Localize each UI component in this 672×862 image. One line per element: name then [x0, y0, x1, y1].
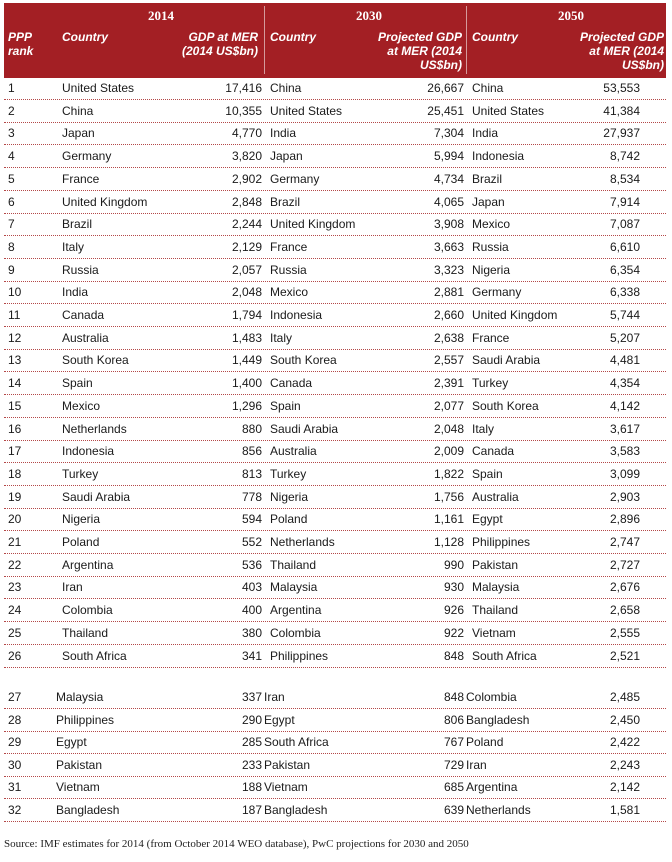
gdp-2014-cell: 856	[241, 444, 262, 459]
gdp-2014-cell: 290	[241, 712, 262, 727]
gdp-2030-cell: 5,994	[433, 149, 464, 164]
table-row	[4, 281, 666, 304]
country-2050-cell: Malaysia	[472, 580, 520, 595]
table-row	[4, 191, 666, 214]
country-2050-cell: Germany	[472, 285, 522, 300]
country-2050-cell: Poland	[466, 735, 504, 750]
gdp-2014-cell: 552	[241, 535, 262, 549]
gdp-2014-cell: 187	[241, 803, 262, 817]
country-2014-cell: Nigeria	[62, 512, 101, 527]
gdp-2030-cell: 26,667	[427, 81, 464, 95]
col-country-2050-header: Country	[472, 30, 518, 44]
country-2050-cell: Colombia	[466, 690, 517, 704]
gdp-2030-cell: 7,304	[433, 126, 464, 141]
table-row	[4, 531, 666, 554]
col-gdp-2030-header: Projected GDP at MER (2014 US$bn)	[377, 30, 462, 72]
country-2030-cell: Pakistan	[264, 757, 311, 772]
gdp-2014-cell: 188	[241, 780, 262, 795]
country-2030-cell: Brazil	[270, 194, 301, 209]
country-2030-cell: Mexico	[270, 285, 309, 300]
country-2014-cell: Bangladesh	[56, 803, 120, 817]
country-2030-cell: Colombia	[270, 625, 321, 640]
table-row	[4, 145, 666, 168]
gdp-2030-cell: 639	[443, 803, 464, 817]
gdp-2030-cell: 2,881	[433, 285, 464, 300]
country-2030-cell: Egypt	[264, 712, 295, 727]
rank-cell: 27	[8, 690, 22, 704]
country-2030-cell: Australia	[270, 444, 317, 459]
country-2030-cell: Spain	[270, 398, 301, 413]
gdp-2014-cell: 1,794	[231, 308, 262, 322]
gdp-2050-cell: 2,521	[609, 648, 640, 663]
gdp-2030-cell: 25,451	[427, 103, 464, 118]
country-2030-cell: Canada	[270, 376, 313, 391]
country-2050-cell: India	[472, 126, 499, 141]
rank-cell: 14	[8, 376, 22, 391]
gdp-2014-cell: 4,770	[231, 126, 262, 141]
gdp-2014-cell: 1,483	[231, 330, 262, 345]
year-2030-heading: 2030	[356, 8, 382, 23]
gdp-2030-cell: 806	[443, 712, 464, 727]
country-2014-cell: China	[62, 103, 94, 118]
country-2014-cell: Argentina	[62, 557, 114, 572]
rank-cell: 24	[8, 603, 22, 618]
rank-cell: 2	[8, 103, 15, 118]
table-row	[4, 731, 666, 754]
gdp-2014-cell: 337	[241, 690, 262, 704]
rank-cell: 28	[8, 712, 22, 727]
gdp-2014-cell: 813	[241, 466, 262, 481]
country-2030-cell: Malaysia	[270, 580, 318, 595]
country-2030-cell: Nigeria	[270, 489, 309, 504]
country-2050-cell: South Korea	[472, 398, 539, 413]
country-2030-cell: South Korea	[270, 353, 337, 368]
gdp-2050-cell: 27,937	[603, 126, 640, 141]
table-row	[4, 304, 666, 327]
rank-cell: 6	[8, 194, 15, 209]
gdp-2030-cell: 1,161	[433, 512, 464, 527]
country-2014-cell: Poland	[62, 535, 100, 549]
gdp-2014-cell: 2,902	[231, 171, 262, 186]
country-2050-cell: Russia	[472, 239, 509, 254]
gdp-2050-cell: 2,450	[609, 712, 640, 727]
country-2050-cell: France	[472, 330, 510, 345]
country-2014-cell: South Africa	[62, 648, 127, 663]
rank-cell: 21	[8, 535, 22, 549]
gdp-2050-cell: 2,243	[609, 757, 640, 772]
country-2050-cell: Spain	[472, 466, 503, 481]
gdp-2014-cell: 2,244	[231, 217, 262, 232]
gdp-2014-cell: 2,057	[231, 262, 262, 277]
gdp-2050-cell: 2,555	[609, 625, 640, 640]
gdp-2014-cell: 10,355	[225, 103, 262, 118]
gdp-2050-cell: 2,747	[609, 535, 640, 549]
table-row	[4, 645, 666, 668]
country-2030-cell: United States	[270, 103, 343, 118]
rank-cell: 18	[8, 466, 22, 481]
country-2050-cell: Bangladesh	[466, 712, 530, 727]
gdp-2030-cell: 3,323	[433, 262, 464, 277]
country-2014-cell: India	[62, 285, 89, 300]
country-2050-cell: Saudi Arabia	[472, 353, 541, 368]
country-2030-cell: United Kingdom	[270, 217, 356, 232]
table-row	[4, 168, 666, 191]
gdp-2050-cell: 41,384	[603, 103, 640, 118]
gdp-2050-cell: 8,534	[609, 171, 640, 186]
gdp-2030-cell: 990	[443, 557, 464, 572]
country-2014-cell: Vietnam	[56, 780, 100, 795]
country-2030-cell: Japan	[270, 149, 303, 164]
gdp-2030-cell: 848	[443, 690, 464, 704]
gdp-2030-cell: 4,065	[433, 194, 464, 209]
gdp-2014-cell: 233	[241, 757, 262, 772]
rank-cell: 11	[8, 308, 21, 322]
country-2030-cell: Vietnam	[264, 780, 308, 795]
gdp-2050-cell: 2,422	[609, 735, 640, 750]
table-row	[4, 576, 666, 599]
gdp-2030-cell: 2,391	[433, 376, 464, 391]
gdp-2014-cell: 2,048	[231, 285, 262, 300]
gdp-2050-cell: 2,676	[609, 580, 640, 595]
gdp-2050-cell: 3,617	[609, 421, 640, 436]
rank-cell: 3	[8, 126, 15, 141]
gdp-2050-cell: 2,727	[609, 557, 640, 572]
gdp-2050-cell: 3,583	[609, 444, 640, 459]
gdp-2050-cell: 4,354	[609, 376, 640, 391]
gdp-2014-cell: 2,129	[231, 239, 262, 254]
gdp-2030-cell: 4,734	[433, 171, 464, 186]
table-row	[4, 463, 666, 486]
country-2014-cell: United Kingdom	[62, 194, 148, 209]
country-2014-cell: Pakistan	[56, 757, 103, 772]
country-2050-cell: Nigeria	[472, 262, 511, 277]
gdp-2030-cell: 3,908	[433, 217, 464, 232]
col-gdp-2014-header: GDP at MER (2014 US$bn)	[181, 30, 258, 58]
year-2014-heading: 2014	[148, 8, 174, 23]
table-row	[4, 327, 666, 350]
country-2030-cell: Netherlands	[270, 535, 335, 549]
year-2050-heading: 2050	[558, 8, 584, 23]
gdp-2030-cell: 2,048	[433, 421, 464, 436]
country-2030-cell: Bangladesh	[264, 803, 328, 817]
rank-cell: 20	[8, 512, 22, 527]
country-2014-cell: Australia	[62, 330, 109, 345]
rank-cell: 32	[8, 803, 22, 817]
country-2050-cell: Australia	[472, 489, 519, 504]
country-2014-cell: Thailand	[62, 625, 109, 640]
gdp-2050-cell: 6,354	[609, 262, 640, 277]
gdp-2030-cell: 729	[443, 757, 464, 772]
gdp-2050-cell: 2,903	[609, 489, 640, 504]
gdp-2050-cell: 2,142	[609, 780, 640, 795]
country-2014-cell: Indonesia	[62, 444, 115, 459]
gdp-2030-cell: 1,128	[433, 535, 464, 549]
gdp-2050-cell: 4,481	[609, 353, 640, 368]
country-2014-cell: Philippines	[56, 712, 115, 727]
gdp-2030-cell: 2,660	[433, 308, 464, 322]
table-row	[4, 259, 666, 282]
rank-cell: 16	[8, 421, 22, 436]
country-2014-cell: United States	[62, 81, 135, 95]
rank-cell: 31	[8, 780, 22, 795]
country-2014-cell: Spain	[62, 376, 93, 391]
country-2030-cell: Germany	[270, 171, 320, 186]
gdp-2050-cell: 8,742	[609, 149, 640, 164]
country-2050-cell: Netherlands	[466, 803, 531, 817]
table-row	[4, 754, 666, 777]
gdp-2014-cell: 17,416	[225, 81, 262, 95]
rank-cell: 7	[8, 217, 15, 232]
table-row	[4, 395, 666, 418]
gdp-2050-cell: 2,485	[609, 690, 640, 704]
gdp-2050-cell: 5,207	[609, 330, 640, 345]
country-2050-cell: Indonesia	[472, 149, 525, 164]
country-2050-cell: Vietnam	[472, 625, 516, 640]
country-2030-cell: Saudi Arabia	[270, 421, 339, 436]
gdp-2014-cell: 1,400	[231, 376, 262, 391]
table-row	[4, 372, 666, 395]
rank-cell: 13	[8, 353, 22, 368]
gdp-2030-cell: 926	[443, 603, 464, 618]
gdp-2030-cell: 922	[443, 625, 464, 640]
gdp-2030-cell: 2,009	[433, 444, 464, 459]
country-2050-cell: Argentina	[466, 780, 518, 795]
country-2050-cell: Japan	[472, 194, 505, 209]
country-2050-cell: Thailand	[472, 603, 519, 618]
country-2030-cell: Iran	[264, 690, 285, 704]
gdp-2030-cell: 2,557	[433, 353, 464, 368]
gdp-2050-cell: 1,581	[609, 803, 640, 817]
gdp-2030-cell: 930	[443, 580, 464, 595]
rank-cell: 1	[8, 81, 15, 95]
gdp-2050-cell: 2,896	[609, 512, 640, 527]
table-row	[4, 709, 666, 732]
gdp-2014-cell: 1,449	[231, 353, 262, 368]
table-row	[4, 799, 666, 822]
gdp-2050-cell: 7,087	[609, 217, 640, 232]
gdp-2050-cell: 3,099	[609, 466, 640, 481]
country-2014-cell: Canada	[62, 308, 105, 322]
source-note: Source: IMF estimates for 2014 (from October 2014 WEO database), PwC projections for 2030 and 2050	[4, 838, 469, 850]
gdp-2014-cell: 2,848	[231, 194, 262, 209]
country-2030-cell: Argentina	[270, 603, 322, 618]
country-2030-cell: India	[270, 126, 297, 141]
country-2050-cell: Pakistan	[472, 557, 519, 572]
rank-cell: 25	[8, 625, 22, 640]
table-row	[4, 213, 666, 236]
gdp-2030-cell: 685	[443, 780, 464, 795]
rank-cell: 17	[8, 444, 22, 459]
country-2014-cell: Germany	[62, 149, 112, 164]
header-divider	[264, 6, 265, 74]
country-2014-cell: Mexico	[62, 398, 101, 413]
country-2030-cell: China	[270, 81, 302, 95]
gdp-2030-cell: 3,663	[433, 239, 464, 254]
country-2030-cell: Poland	[270, 512, 308, 527]
rank-cell: 22	[8, 557, 22, 572]
country-2014-cell: Saudi Arabia	[62, 489, 131, 504]
country-2014-cell: Iran	[62, 580, 83, 595]
country-2050-cell: Egypt	[472, 512, 503, 527]
header-divider	[466, 6, 467, 74]
country-2014-cell: Brazil	[62, 217, 93, 232]
country-2050-cell: Philippines	[472, 535, 531, 549]
country-2050-cell: China	[472, 81, 504, 95]
country-2030-cell: France	[270, 239, 308, 254]
country-2050-cell: United States	[472, 103, 545, 118]
gdp-2030-cell: 767	[443, 735, 464, 750]
gdp-2014-cell: 778	[241, 489, 262, 504]
gdp-2014-cell: 880	[241, 421, 262, 436]
table-row	[4, 236, 666, 259]
table-row	[4, 622, 666, 645]
table-row	[4, 776, 666, 799]
gdp-2014-cell: 380	[241, 625, 262, 640]
col-gdp-2050-header: Projected GDP at MER (2014 US$bn)	[579, 30, 664, 72]
gdp-2050-cell: 4,142	[609, 398, 640, 413]
country-2030-cell: South Africa	[264, 735, 329, 750]
country-2014-cell: Netherlands	[62, 421, 127, 436]
table-row	[4, 599, 666, 622]
table-row	[4, 100, 666, 123]
gdp-2014-cell: 594	[241, 512, 262, 527]
country-2030-cell: Thailand	[270, 557, 317, 572]
country-2014-cell: South Korea	[62, 353, 129, 368]
gdp-2030-cell: 2,638	[433, 330, 464, 345]
rank-cell: 10	[8, 285, 22, 300]
gdp-2014-cell: 3,820	[231, 149, 262, 164]
rank-cell: 5	[8, 171, 15, 186]
rank-cell: 12	[8, 330, 22, 345]
table-row	[4, 486, 666, 509]
country-2050-cell: Italy	[472, 421, 495, 436]
rank-cell: 15	[8, 398, 22, 413]
table-row	[4, 122, 666, 145]
gdp-2014-cell: 285	[241, 735, 262, 750]
gdp-2050-cell: 2,658	[609, 603, 640, 618]
table-row	[4, 554, 666, 577]
gdp-2050-cell: 6,338	[609, 285, 640, 300]
rank-cell: 29	[8, 735, 22, 750]
country-2030-cell: Turkey	[270, 466, 307, 481]
table-row	[4, 77, 666, 100]
country-2050-cell: United Kingdom	[472, 308, 558, 322]
col-rank-header: PPP rank	[8, 30, 34, 58]
country-2014-cell: Turkey	[62, 466, 99, 481]
gdp-2014-cell: 341	[241, 648, 262, 663]
rank-cell: 30	[8, 757, 22, 772]
gdp-2030-cell: 848	[443, 648, 464, 663]
col-country-2030-header: Country	[270, 30, 316, 44]
gdp-2050-cell: 6,610	[609, 239, 640, 254]
rank-cell: 19	[8, 489, 22, 504]
country-2050-cell: Canada	[472, 444, 515, 459]
country-2030-cell: Italy	[270, 330, 293, 345]
rank-cell: 26	[8, 648, 22, 663]
gdp-2050-cell: 5,744	[609, 308, 640, 322]
gdp-2014-cell: 400	[241, 603, 262, 618]
country-2014-cell: Egypt	[56, 735, 87, 750]
col-country-2014-header: Country	[62, 30, 108, 44]
gdp-2050-cell: 53,553	[603, 81, 640, 95]
country-2014-cell: Colombia	[62, 603, 113, 618]
gdp-2014-cell: 403	[241, 580, 262, 595]
country-2014-cell: France	[62, 171, 100, 186]
country-2030-cell: Philippines	[270, 648, 329, 663]
gdp-2014-cell: 1,296	[231, 398, 262, 413]
gdp-2030-cell: 2,077	[433, 398, 464, 413]
country-2050-cell: Brazil	[472, 171, 503, 186]
rank-cell: 9	[8, 262, 15, 277]
country-2014-cell: Malaysia	[56, 690, 104, 704]
country-2014-cell: Russia	[62, 262, 99, 277]
rank-cell: 8	[8, 239, 15, 254]
country-2014-cell: Japan	[62, 126, 95, 141]
gdp-2014-cell: 536	[241, 557, 262, 572]
country-2050-cell: Mexico	[472, 217, 511, 232]
table-row	[4, 418, 666, 441]
country-2050-cell: Turkey	[472, 376, 509, 391]
rank-cell: 23	[8, 580, 22, 595]
gdp-2030-cell: 1,756	[433, 489, 464, 504]
country-2050-cell: Iran	[466, 757, 487, 772]
gdp-2030-cell: 1,822	[433, 466, 464, 481]
table-row	[4, 349, 666, 372]
country-2014-cell: Italy	[62, 239, 85, 254]
table-row	[4, 686, 666, 709]
country-2030-cell: Russia	[270, 262, 307, 277]
table-row	[4, 508, 666, 531]
rank-cell: 4	[8, 149, 15, 164]
gdp-2050-cell: 7,914	[609, 194, 640, 209]
table-row	[4, 440, 666, 463]
country-2050-cell: South Africa	[472, 648, 537, 663]
country-2030-cell: Indonesia	[270, 308, 323, 322]
